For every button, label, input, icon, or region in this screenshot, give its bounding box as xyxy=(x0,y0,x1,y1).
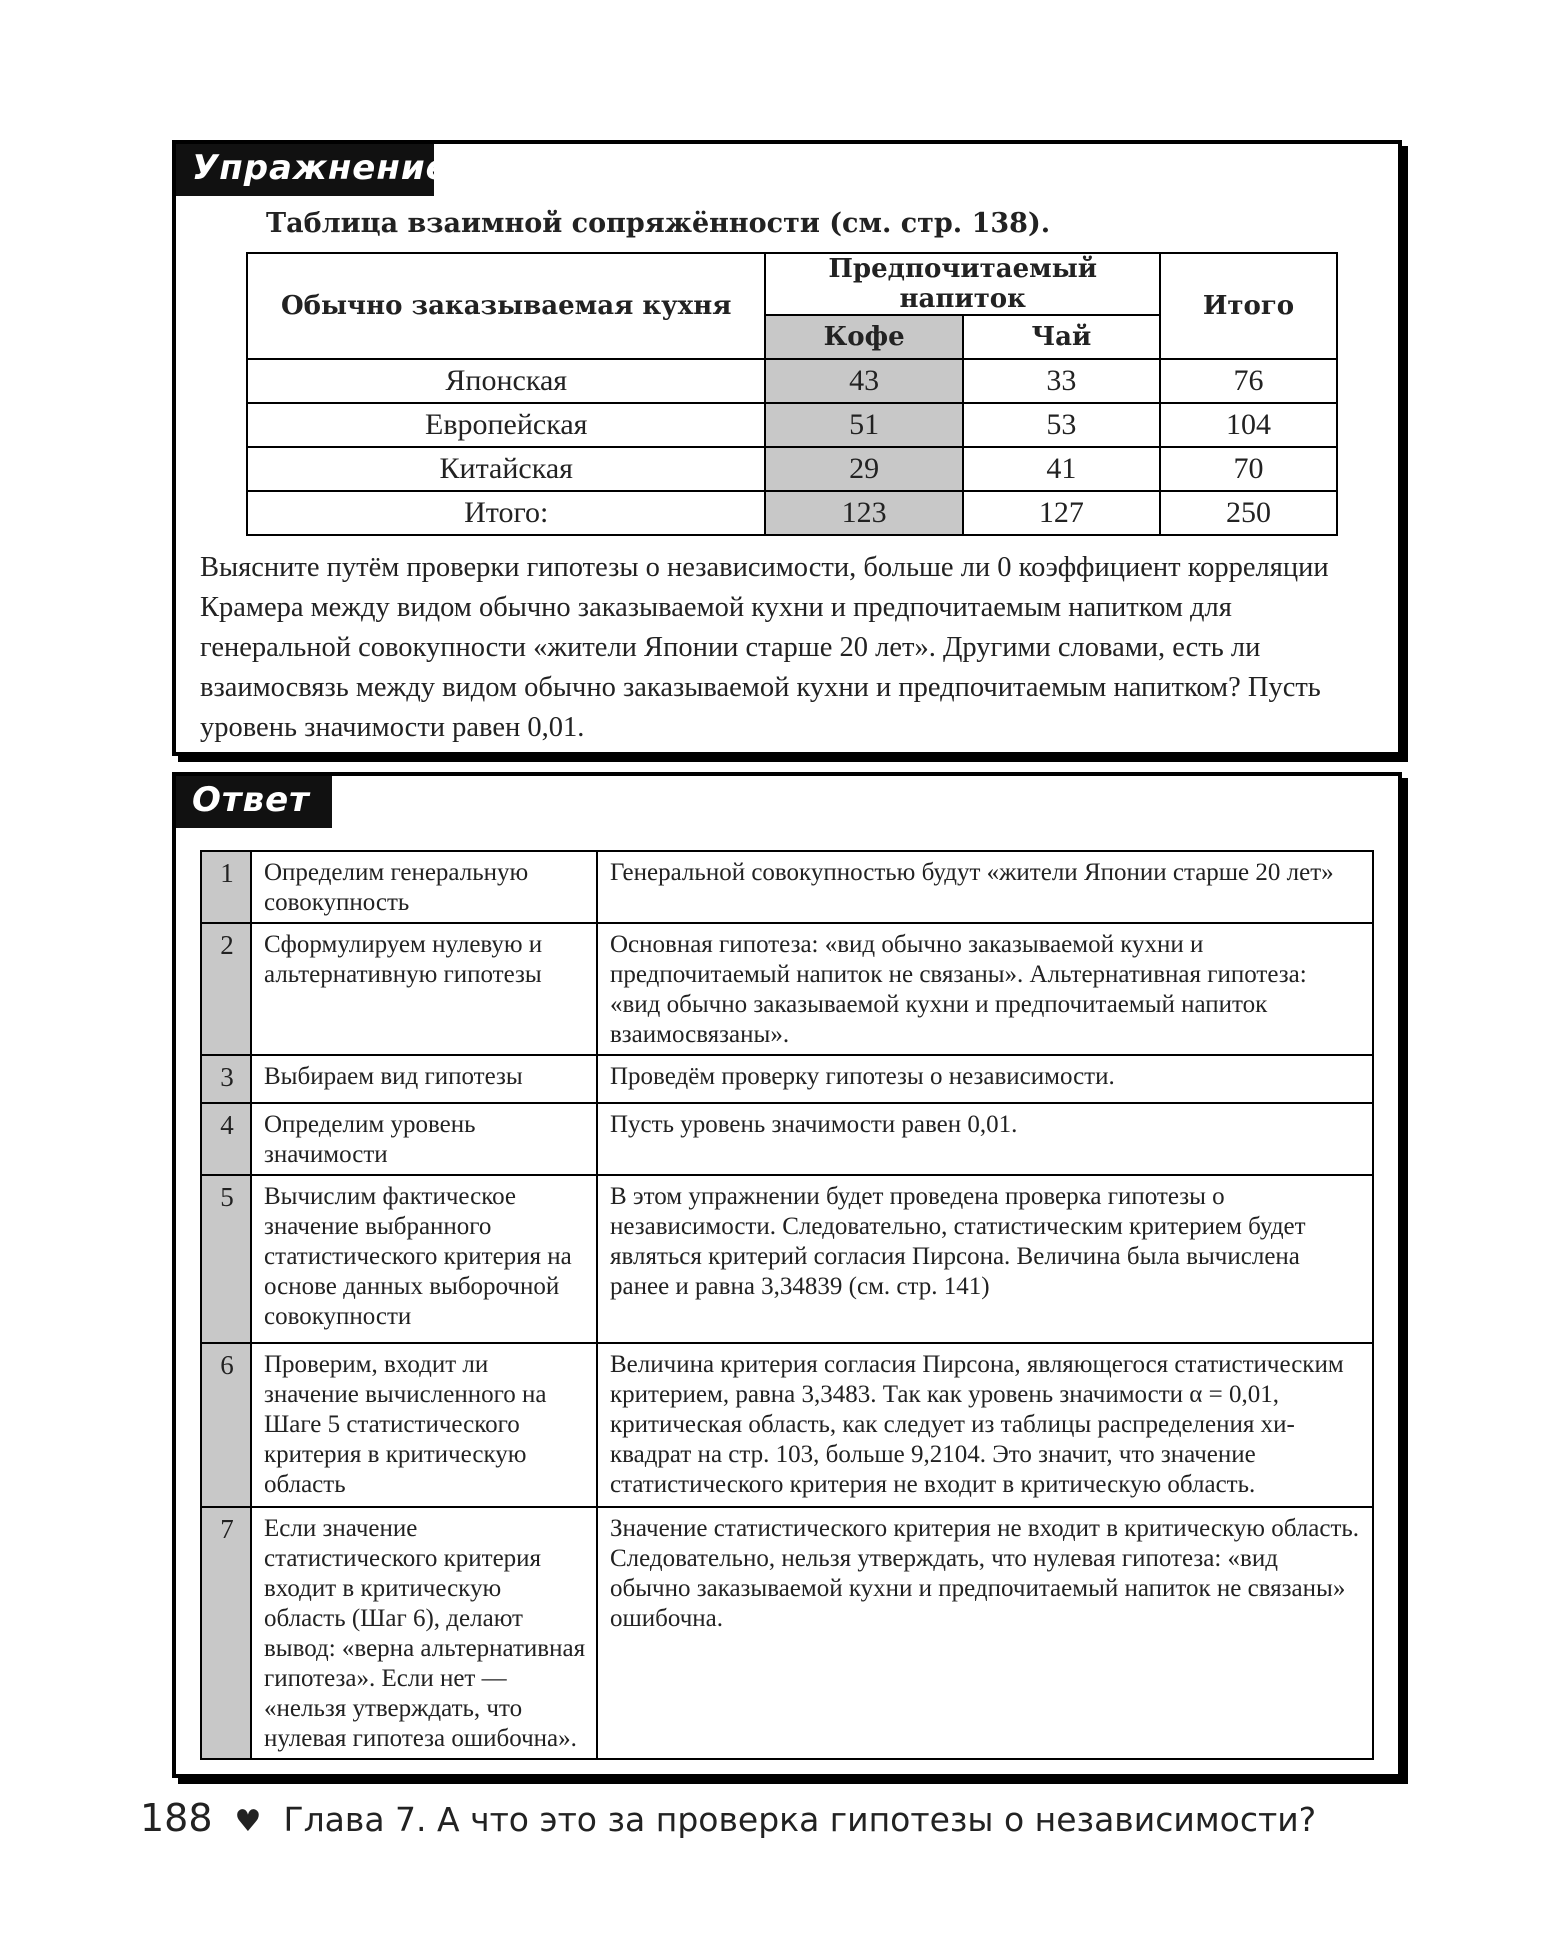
step-number: 6 xyxy=(201,1343,251,1507)
step-detail: Значение статистического критерия не входит в критическую область. Следовательно, нельзя утверждать, что нулевая гипотеза: «вид обычно заказываемой кухни и предпочитаемый напиток не связаны» ошибочна. xyxy=(597,1507,1373,1759)
total-header: Итого xyxy=(1160,253,1337,359)
page-footer xyxy=(140,1796,1316,1840)
step-row xyxy=(201,1175,1373,1343)
answer-box xyxy=(172,772,1402,1778)
step-row xyxy=(201,1343,1373,1507)
coffee-header: Кофе xyxy=(765,315,962,359)
coffee-cell: 51 xyxy=(765,403,962,447)
total-cell: 70 xyxy=(1160,447,1337,491)
exercise-text: Выясните путём проверки гипотезы о независимости, больше ли 0 коэффициент корреляции Крамера между видом обычно заказываемой кухни и предпочитаемым напитком для генеральной совокупности «жители Японии старше 20 лет». Другими словами, есть ли взаимосвязь между видом обычно заказываемой кухни и предпочитаемым напитком? Пусть уровень значимости равен 0,01. xyxy=(200,552,1329,743)
step-detail: Генеральной совокупностью будут «жители Японии старше 20 лет» xyxy=(597,851,1373,923)
group-header: Предпочитаемый напиток xyxy=(765,253,1160,315)
step-row xyxy=(201,1103,1373,1175)
step-title: Проверим, входит ли значение вычисленного на Шаге 5 статистического критерия в критическую область xyxy=(251,1343,597,1507)
step-row xyxy=(201,851,1373,923)
step-detail: Проведём проверку гипотезы о независимости. xyxy=(597,1055,1373,1103)
step-row xyxy=(201,923,1373,1055)
total-cell: 76 xyxy=(1160,359,1337,403)
step-number: 5 xyxy=(201,1175,251,1343)
chapter-title: Глава 7. А что это за проверка гипотезы о независимости? xyxy=(283,1800,1317,1839)
total-cell: 104 xyxy=(1160,403,1337,447)
step-title: Если значение статистического критерия входит в критическую область (Шаг 6), делают вывод: «верна альтернативная гипотеза». Если нет — «нельзя утверждать, что нулевая гипотеза ошибочна». xyxy=(251,1507,597,1759)
row-label: Китайская xyxy=(247,447,765,491)
step-number: 7 xyxy=(201,1507,251,1759)
coffee-cell: 29 xyxy=(765,447,962,491)
step-title: Сформулируем нулевую и альтернативную гипотезы xyxy=(251,923,597,1055)
tea-header: Чай xyxy=(963,315,1160,359)
step-title: Вычислим фактическое значение выбранного статистического критерия на основе данных выборочной совокупности xyxy=(251,1175,597,1343)
step-detail: Основная гипотеза: «вид обычно заказываемой кухни и предпочитаемый напиток не связаны». Альтернативная гипотеза: «вид обычно заказываемой кухни и предпочитаемый напиток взаимосвязаны». xyxy=(597,923,1373,1055)
step-detail: Величина критерия согласия Пирсона, являющегося статистическим критерием, равна 3,3483. Так как уровень значимости α = 0,01, критическая область, как следует из таблицы распределения хи-квадрат на стр. 103, больше 9,2104. Это значит, что значение статистического критерия не входит в критическую область. xyxy=(597,1343,1373,1507)
heart-icon: ♥ xyxy=(234,1804,262,1839)
step-number: 1 xyxy=(201,851,251,923)
table-row xyxy=(247,447,1337,491)
coffee-cell: 43 xyxy=(765,359,962,403)
step-title: Определим уровень значимости xyxy=(251,1103,597,1175)
tea-cell: 127 xyxy=(963,491,1160,535)
tea-cell: 53 xyxy=(963,403,1160,447)
table-row xyxy=(247,359,1337,403)
row-header: Обычно заказываемая кухня xyxy=(247,253,765,359)
row-label: Европейская xyxy=(247,403,765,447)
answer-tag: Ответ xyxy=(176,776,332,828)
table-row xyxy=(247,491,1337,535)
coffee-cell: 123 xyxy=(765,491,962,535)
table-row xyxy=(247,403,1337,447)
row-label: Японская xyxy=(247,359,765,403)
row-label: Итого: xyxy=(247,491,765,535)
exercise-tag: Упражнение xyxy=(176,144,434,196)
step-row xyxy=(201,1507,1373,1759)
contingency-table xyxy=(246,252,1338,536)
tea-cell: 33 xyxy=(963,359,1160,403)
step-row xyxy=(201,1055,1373,1103)
total-cell: 250 xyxy=(1160,491,1337,535)
step-number: 2 xyxy=(201,923,251,1055)
tea-cell: 41 xyxy=(963,447,1160,491)
page-number: 188 xyxy=(140,1796,213,1840)
table-title: Таблица взаимной сопряжённости (см. стр. 138). xyxy=(266,208,1051,239)
steps-table xyxy=(200,850,1374,1760)
step-number: 4 xyxy=(201,1103,251,1175)
step-title: Определим генеральную совокупность xyxy=(251,851,597,923)
step-detail: Пусть уровень значимости равен 0,01. xyxy=(597,1103,1373,1175)
exercise-box xyxy=(172,140,1402,756)
step-number: 3 xyxy=(201,1055,251,1103)
step-detail: В этом упражнении будет проведена проверка гипотезы о независимости. Следовательно, статистическим критерием будет являться критерий согласия Пирсона. Величина была вычислена ранее и равна 3,34839 (см. стр. 141) xyxy=(597,1175,1373,1343)
step-title: Выбираем вид гипотезы xyxy=(251,1055,597,1103)
